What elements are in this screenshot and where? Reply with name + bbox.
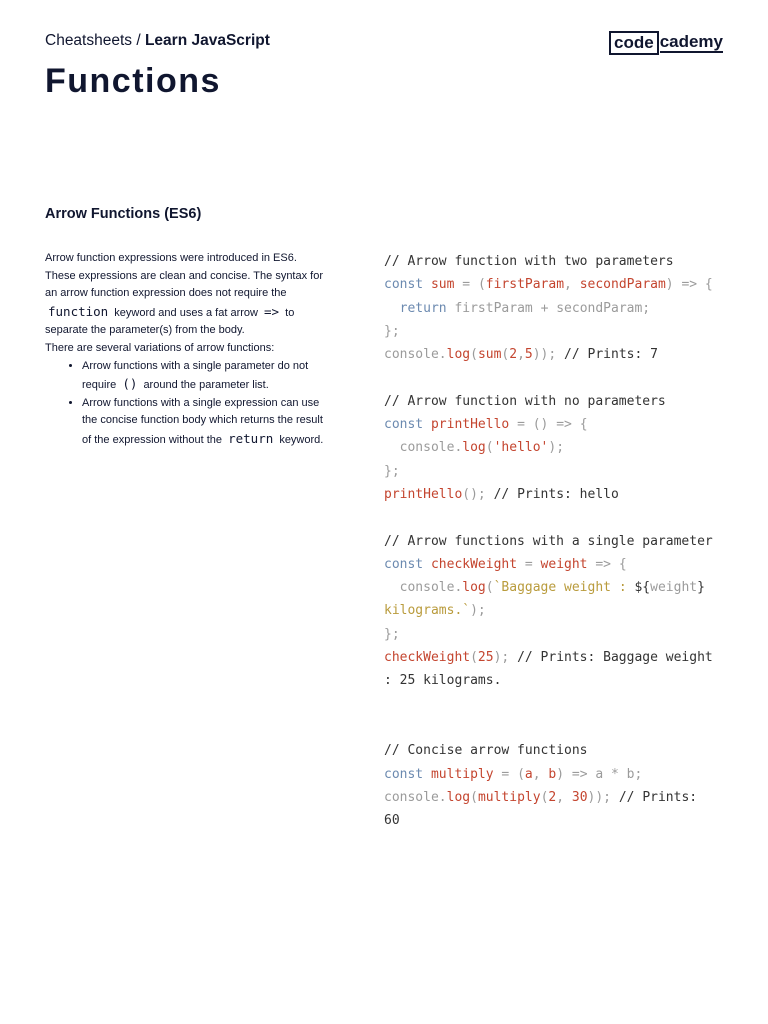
- code-line: checkWeight(25); // Prints: Baggage weight: [384, 650, 713, 666]
- code-line: [384, 809, 724, 832]
- page-title: Functions: [45, 62, 221, 100]
- codecademy-logo[interactable]: [609, 31, 723, 55]
- code-line: console.log('hello');: [399, 440, 565, 456]
- list-text: Arrow functions with a single expression can use the concise function body which returns the result of the expression without the: [82, 396, 323, 446]
- code-comment: : 25 kilograms.: [384, 673, 502, 689]
- code-line: printHello(); // Prints: hello: [384, 486, 619, 502]
- code-line: };: [384, 626, 400, 642]
- code-comment: // Arrow functions with a single parameter: [384, 533, 713, 549]
- list-text: keyword.: [279, 433, 324, 446]
- inline-code-return: return: [228, 430, 274, 446]
- code-line: [384, 739, 724, 762]
- code-comment: // Prints: 7: [564, 347, 658, 363]
- breadcrumb-current[interactable]: Learn JavaScript: [144, 32, 270, 49]
- list-item: [82, 358, 330, 395]
- inline-code-arrow: =>: [264, 303, 280, 319]
- code-line: [384, 250, 724, 273]
- breadcrumb: [45, 31, 270, 51]
- description-paragraph: [45, 250, 330, 340]
- code-line: [384, 530, 724, 553]
- description-paragraph-2: There are several variations of arrow functions:: [45, 341, 275, 354]
- para-text: Arrow function expressions were introduced in ES6. These expressions are clean and concise. The syntax for an arrow function expression does not require the: [45, 252, 324, 300]
- logo-text: cademy: [659, 32, 724, 51]
- code-string: `Baggage weight :: [493, 580, 635, 596]
- code-comment: 60: [384, 813, 400, 829]
- code-line: console.log(`Baggage weight : ${weight}: [399, 580, 705, 596]
- section-title: Arrow Functions (ES6): [45, 206, 202, 222]
- code-comment: // Concise arrow functions: [384, 743, 588, 759]
- list-item: [82, 395, 330, 450]
- code-comment: // Arrow function with no parameters: [384, 393, 666, 409]
- inline-code-parens: (): [122, 376, 138, 392]
- code-line: const multiply = (a, b) => a * b;: [384, 766, 643, 782]
- code-line: console.log(multiply(2, 30)); // Prints:: [384, 789, 698, 805]
- code-line: [384, 390, 724, 413]
- code-line: [384, 669, 724, 692]
- code-line: const printHello = () => {: [384, 417, 588, 433]
- variation-list: [82, 358, 330, 450]
- para-text: to separate the parameter(s) from the body.: [45, 306, 295, 337]
- section-description: [45, 250, 330, 450]
- code-line: const sum = (firstParam, secondParam) => {: [384, 277, 713, 293]
- code-comment: // Prints: Baggage weight: [517, 650, 713, 666]
- code-comment: // Prints:: [618, 789, 698, 805]
- code-string: 'hello': [493, 440, 549, 456]
- code-line: const checkWeight = weight => {: [384, 556, 627, 572]
- code-line: };: [384, 323, 400, 339]
- list-text: Arrow functions with a single parameter do not require: [82, 359, 309, 392]
- code-line: return firstParam + secondParam;: [399, 300, 651, 316]
- code-example: [384, 250, 724, 832]
- code-comment: // Prints: hello: [493, 486, 619, 502]
- code-line: kilograms.`);: [384, 603, 486, 619]
- code-comment: // Arrow function with two parameters: [384, 254, 674, 269]
- para-text: keyword and uses a fat arrow: [114, 306, 258, 319]
- logo-code-box: code: [609, 31, 659, 55]
- breadcrumb-link-cheatsheets[interactable]: Cheatsheets /: [45, 32, 141, 49]
- list-text: around the parameter list.: [143, 379, 269, 392]
- code-line: };: [384, 463, 400, 479]
- code-string: kilograms.`: [384, 603, 471, 619]
- inline-code-function: function: [48, 303, 109, 319]
- code-line: console.log(sum(2,5)); // Prints: 7: [384, 347, 658, 363]
